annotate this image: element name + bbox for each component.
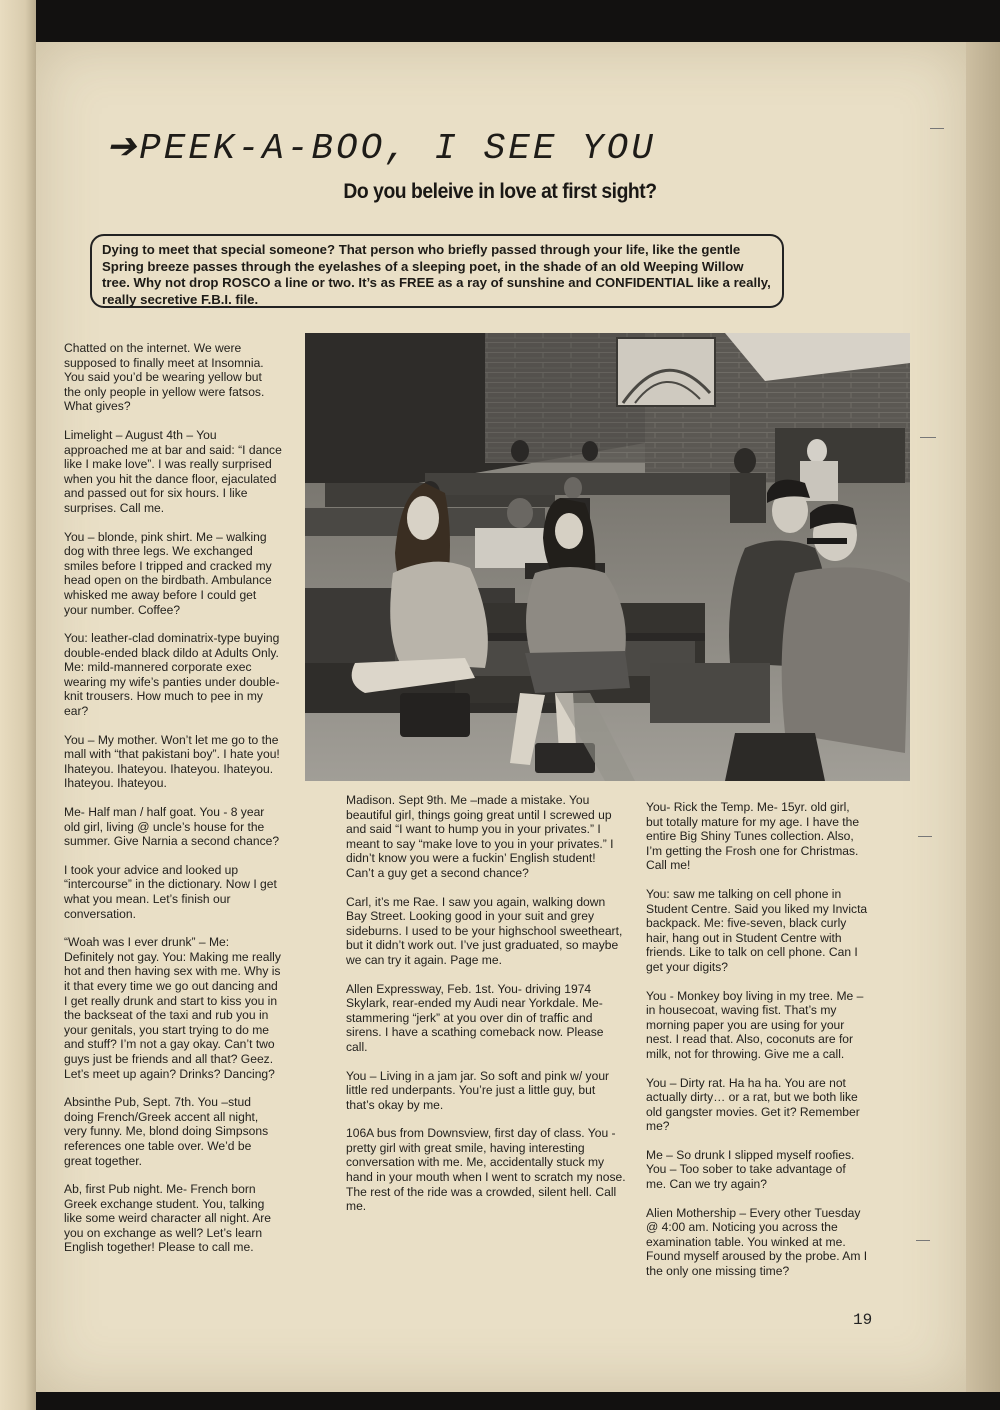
personal-ad: You – blonde, pink shirt. Me – walking dog with three legs. We exchanged smiles before I tripped and cracked my head open on the birdbath. Ambulance whisked me away before I could get your number. Coffee? <box>64 529 272 617</box>
personal-ad: You – Dirty rat. Ha ha ha. You are not actually dirty… or a rat, but we both like old gangster movies. Get it? Remember me? <box>646 1075 860 1134</box>
personal-ad: Absinthe Pub, Sept. 7th. You –stud doing French/Greek accent all night, very funny. Me, blond doing Simpsons references one table over. We’d be great together. <box>64 1095 269 1168</box>
personal-ad: 106A bus from Downsview, first day of class. You -pretty girl with great smile, having interesting conversation with me. Me, accidentally stuck my hand in your mouth when I went to scratch my nose. The rest of the ride was a crowded, silent hell. Call me. <box>346 1126 626 1214</box>
personal-ad: You- Rick the Temp. Me- 15yr. old girl, but totally mature for my age. I have the entire Big Shiny Tunes collection. Also, I’m getting the Frosh one for Christmas. Call me! <box>646 800 860 873</box>
personal-ad: Chatted on the internet. We were supposed to finally meet at Insomnia. You said you’d be wearing yellow but the only people in yellow were fatsos. What gives? <box>64 341 265 414</box>
personal-ad: You – My mother. Won’t let me go to the mall with “that pakistani boy”. I hate you! Ihateyou. Ihateyou. Ihateyou. Ihateyou. Ihateyou. Ihateyou. <box>64 732 280 791</box>
personal-ad: You: leather-clad dominatrix-type buying double-ended black dildo at Adults Only. Me: mild-mannered corporate exec wearing my wife’s panties under double-knit trousers. How much to pee in my ear? <box>64 631 280 719</box>
crop-mark <box>920 437 936 438</box>
personal-ad: Madison. Sept 9th. Me –made a mistake. You beautiful girl, things going great until I screwed up and said “I want to hump you in your privates.” I meant to say “make love to you in your privates.” I didn’t know you were a fuckin’ English student! Can’t a guy get a second chance? <box>346 793 614 880</box>
personal-ad: You – Living in a jam jar. So soft and pink w/ your little red underpants. You’re just a little guy, but that’s okay by me. <box>346 1068 610 1112</box>
facing-page-edge <box>0 0 36 1410</box>
personal-ad: You - Monkey boy living in my tree. Me – in housecoat, waving fist. That’s my morning paper you are using for your nest. I read that. Also, coconuts are for milk, not for throwing. Give me a call. <box>646 988 864 1061</box>
crop-mark <box>918 836 932 837</box>
column-3 <box>646 800 868 1293</box>
lounge-photo <box>305 333 910 781</box>
personal-ad: Alien Mothership – Every other Tuesday @ 4:00 am. Noticing you across the examination table. You winked at me. Found myself aroused by the probe. Am I the only one missing time? <box>646 1205 868 1279</box>
personal-ad: Ab, first Pub night. Me- French born Greek exchange student. You, talking like some weird character all night. Are you on exchange as well? Let’s learn English together! Please to call me. <box>64 1182 272 1255</box>
personal-ad: Carl, it’s me Rae. I saw you again, walking down Bay Street. Looking good in your suit and grey sideburns. I used to be your highschool sweetheart, but it didn’t work out. I’ve just graduated, so maybe we can try it again. Page me. <box>346 894 623 967</box>
intro-box: Dying to meet that special someone? That person who briefly passed through your life, like the gentle Spring breeze passes through the eyelashes of a sleeping poet, in the shade of an old Weeping Willow tree. Why not drop ROSCO a line or two. It’s as FREE as a ray of sunshine and CONFIDENTIAL like a really, really secretive F.B.I. file. <box>90 234 784 308</box>
personal-ad: Limelight – August 4th – You approached me at bar and said: “I dance like I make love”. I was really surprised when you hit the dance floor, ejaculated and passed out for six hours. I like surprises. Call me. <box>64 427 282 515</box>
crop-mark <box>930 128 944 129</box>
column-2 <box>346 793 626 1228</box>
subheadline: Do you beleive in love at first sight? <box>343 180 657 203</box>
personal-ad: “Woah was I ever drunk” – Me: Definitely not gay. You: Making me really hot and then having sex with me. Why is it that every time we go out dancing and I get really drunk and start to kiss you in the backseat of the taxi and rub you in your genitals, you start trying to do me and stuff? I’m not a gay okay. Can’t two guys just be friends and all that? Geez. Let’s meet up again? Drinks? Dancing? <box>64 935 281 1081</box>
headline: ➔PEEK-A-BOO, I SEE YOU <box>106 128 656 169</box>
column-1 <box>64 341 282 1269</box>
photo-illustration <box>305 333 910 781</box>
personal-ad: Me – So drunk I slipped myself roofies. You – Too sober to take advantage of me. Can we try again? <box>646 1147 855 1192</box>
personal-ad: Me- Half man / half goat. You - 8 year old girl, living @ uncle’s house for the summer. Give Narnia a second chance? <box>64 805 280 849</box>
personal-ad: You: saw me talking on cell phone in Student Centre. Said you liked my Invicta backpack. Me: five-seven, black curly hair, hang out in Student Centre with friends. Like to talk on cell phone. Can I get your digits? <box>646 886 868 974</box>
page-number: 19 <box>853 1311 873 1329</box>
personal-ad: Allen Expressway, Feb. 1st. You- driving 1974 Skylark, rear-ended my Audi near Yorkdale. Me- stammering “jerk” at you over din of traffic and sirens. I have a scathing comeback now. Please call. <box>346 981 604 1054</box>
personal-ad: I took your advice and looked up “intercourse” in the dictionary. Now I get what you mean. Let’s finish our conversation. <box>64 862 277 921</box>
page-binding-strip <box>966 42 1000 1392</box>
crop-mark <box>916 1240 930 1241</box>
